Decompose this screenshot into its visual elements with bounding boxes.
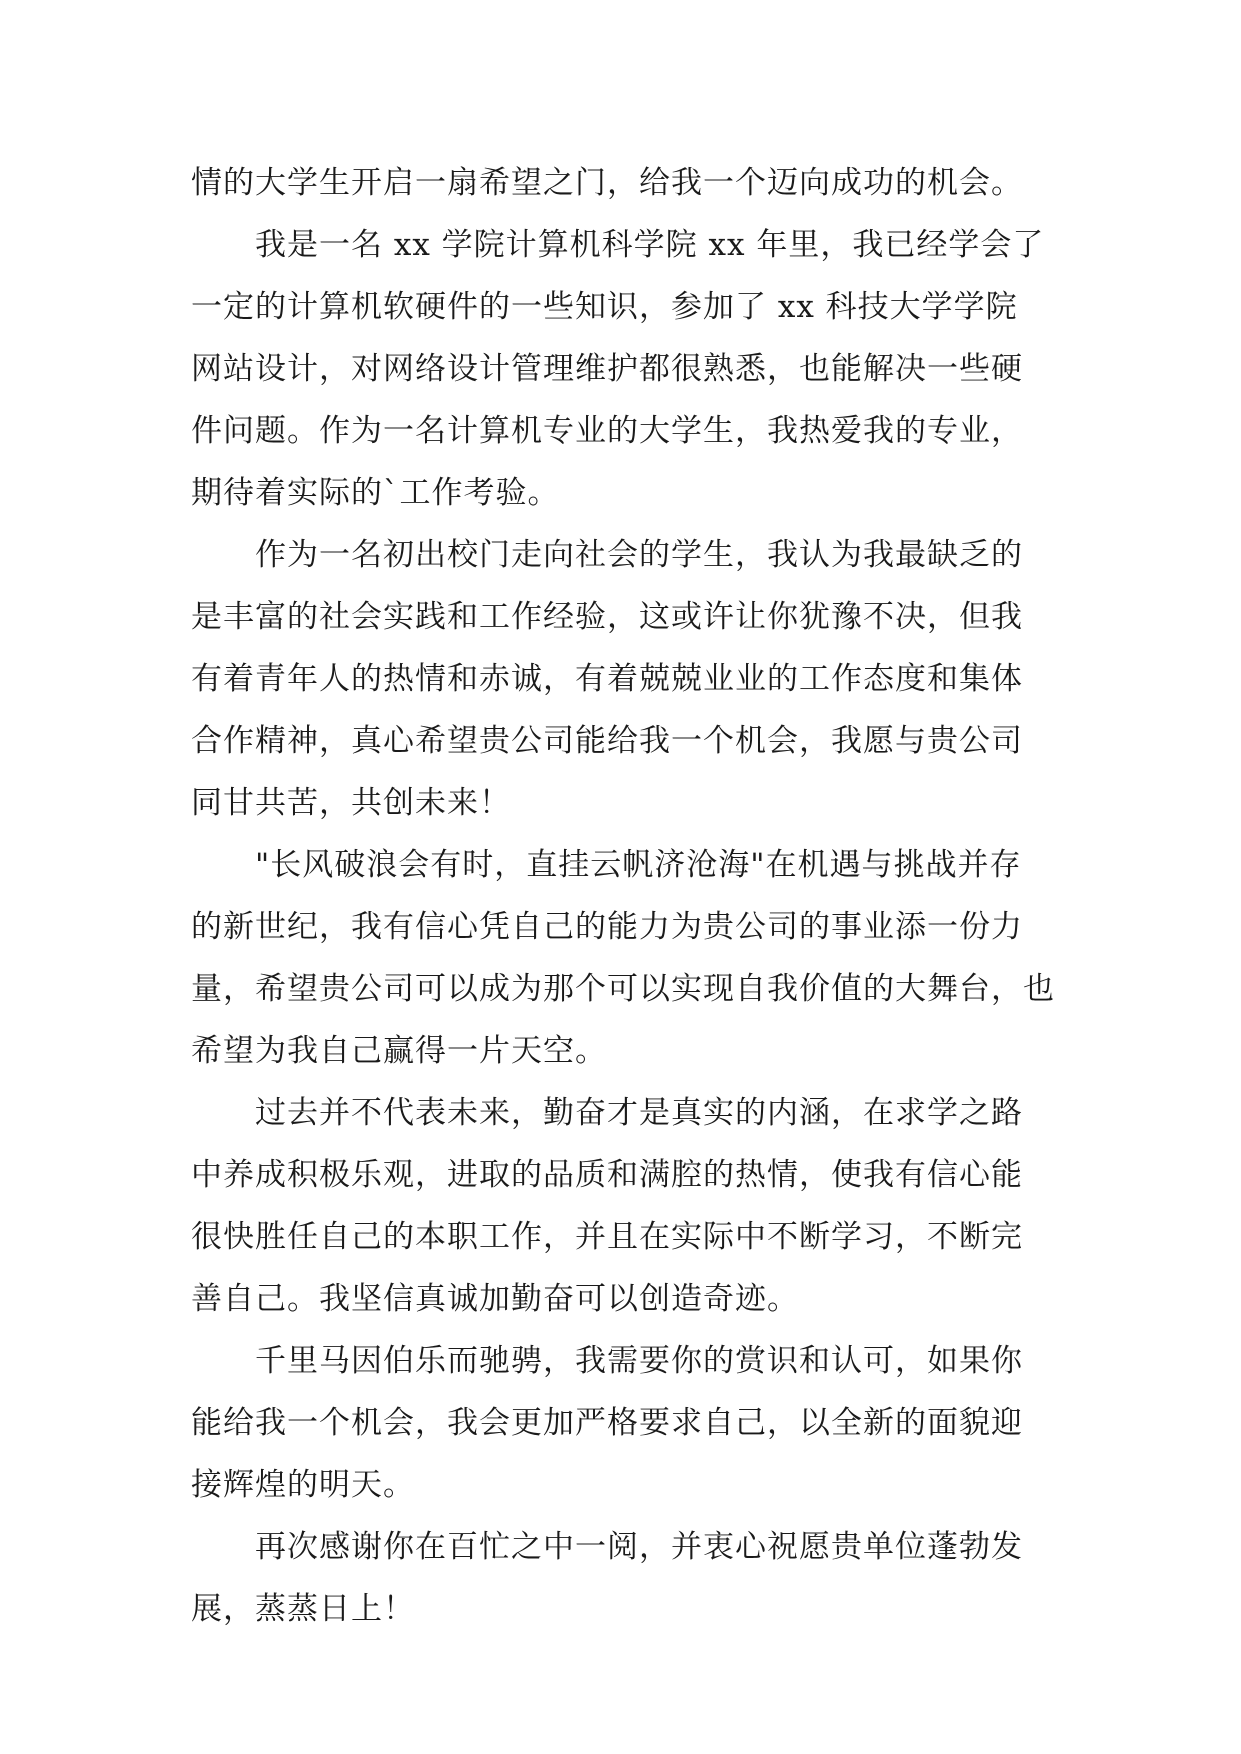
text-line: 再次感谢你在百忙之中一阅，并衷心祝愿贵单位蓬勃发 bbox=[255, 1529, 1023, 1565]
text-line: 能给我一个机会，我会更加严格要求自己，以全新的面貌迎 bbox=[191, 1405, 1023, 1441]
text-line: 希望为我自己赢得一片天空。 bbox=[191, 1033, 607, 1069]
text-line: 千里马因伯乐而驰骋，我需要你的赏识和认可，如果你 bbox=[255, 1343, 1023, 1379]
text-line: 我是一名 xx 学院计算机科学院 xx 年里，我已经学会了 bbox=[255, 227, 1045, 263]
text-line: 同甘共苦，共创未来！ bbox=[191, 785, 511, 821]
text-line: 很快胜任自己的本职工作，并且在实际中不断学习，不断完 bbox=[191, 1219, 1023, 1255]
text-line: 接辉煌的明天。 bbox=[191, 1467, 415, 1503]
letter-body bbox=[191, 152, 1055, 1640]
text-line: 善自己。我坚信真诚加勤奋可以创造奇迹。 bbox=[191, 1281, 799, 1317]
text-line: 合作精神，真心希望贵公司能给我一个机会，我愿与贵公司 bbox=[191, 723, 1023, 759]
text-line: 过去并不代表未来，勤奋才是真实的内涵，在求学之路 bbox=[255, 1095, 1023, 1131]
text-line: 情的大学生开启一扇希望之门，给我一个迈向成功的机会。 bbox=[191, 165, 1023, 201]
text-line: 量，希望贵公司可以成为那个可以实现自我价值的大舞台，也 bbox=[191, 971, 1055, 1007]
text-line: 网站设计，对网络设计管理维护都很熟悉，也能解决一些硬 bbox=[191, 351, 1023, 387]
text-line: 是丰富的社会实践和工作经验，这或许让你犹豫不决，但我 bbox=[191, 599, 1023, 635]
text-line: 展，蒸蒸日上！ bbox=[191, 1591, 415, 1627]
text-line: 作为一名初出校门走向社会的学生，我认为我最缺乏的 bbox=[255, 537, 1023, 573]
text-line: 件问题。作为一名计算机专业的大学生，我热爱我的专业， bbox=[191, 413, 1023, 449]
text-line: 有着青年人的热情和赤诚，有着兢兢业业的工作态度和集体 bbox=[191, 661, 1023, 697]
text-line: 的新世纪，我有信心凭自己的能力为贵公司的事业添一份力 bbox=[191, 909, 1023, 945]
text-line: 期待着实际的`工作考验。 bbox=[191, 475, 560, 511]
text-line: 一定的计算机软硬件的一些知识，参加了 xx 科技大学学院 bbox=[191, 289, 1018, 325]
text-line: "长风破浪会有时，直挂云帆济沧海"在机遇与挑战并存 bbox=[255, 847, 1022, 883]
text-line: 中养成积极乐观，进取的品质和满腔的热情，使我有信心能 bbox=[191, 1157, 1023, 1193]
